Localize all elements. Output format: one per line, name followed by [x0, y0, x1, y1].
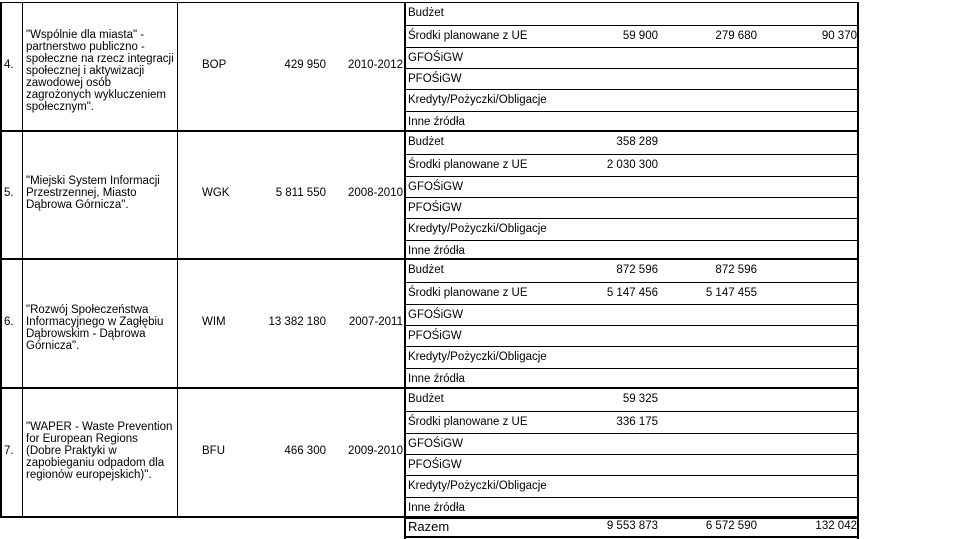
project-period: 2007-2011 [348, 315, 403, 328]
row-number: 6. [4, 315, 14, 328]
source-value: 59 900 [622, 29, 658, 42]
total-value: 5 811 550 [275, 187, 326, 199]
summary-bottom-border [404, 536, 859, 538]
source-row-line [404, 475, 858, 476]
source-label: PFOŚiGW [408, 329, 462, 342]
source-label: GFOŚiGW [408, 51, 463, 64]
source-label: Kredyty/Pożyczki/Obligacje [408, 480, 547, 492]
source-value: 5 147 455 [705, 286, 757, 299]
source-label: Kredyty/Pożyczki/Obligacje [408, 94, 547, 106]
source-row-line [404, 176, 858, 177]
project-title: "WAPER - Waste Prevention for European Regions (Dobre Praktyki w zapobieganiu odpadom dla regionów europejskich)". [26, 420, 173, 481]
source-label: GFOŚiGW [408, 180, 463, 193]
project-title: "Miejski System Informacji Przestrzennej, Miasto Dąbrowa Górnicza". [26, 175, 160, 211]
total-value: 429 950 [284, 58, 326, 71]
source-label: GFOŚiGW [408, 437, 463, 450]
source-column-border [404, 2, 406, 539]
project-title: "Wspólnie dla miasta" - partnerstwo publiczno - społeczne na rzecz integracji społecznej i aktywizacji zawodowej osób zagrożonych wykluczeniem społecznym". [26, 28, 174, 113]
summary-value: 9 553 873 [606, 520, 658, 532]
table-top-border [0, 2, 858, 3]
summary-label: Razem [408, 519, 450, 534]
source-value: 5 147 456 [606, 286, 658, 299]
source-row-line [404, 68, 858, 69]
block-divider-right [404, 258, 859, 260]
source-value: 336 175 [616, 415, 658, 428]
source-value: 279 680 [715, 29, 757, 42]
source-label: Środki planowane z UE [408, 158, 528, 171]
source-label: Kredyty/Pożyczki/Obligacje [408, 223, 547, 235]
source-row-line [404, 346, 858, 347]
source-row-line [404, 240, 858, 241]
desc-divider [177, 388, 178, 517]
unit-code: WIM [202, 315, 226, 328]
source-label: Inne źródła [408, 244, 465, 257]
lp-divider [22, 388, 23, 517]
desc-divider [177, 2, 178, 131]
block-divider [0, 516, 404, 518]
source-value: 90 370 [821, 29, 857, 42]
source-row-line [404, 111, 858, 112]
source-label: Kredyty/Pożyczki/Obligacje [408, 351, 547, 363]
source-label: Środki planowane z UE [408, 286, 528, 299]
source-value: 872 596 [715, 264, 757, 277]
total-value: 466 300 [284, 444, 326, 457]
source-row-line [404, 411, 858, 412]
source-row-line [404, 154, 858, 155]
lp-divider [22, 2, 23, 131]
right-border [857, 2, 859, 539]
source-label: PFOŚiGW [408, 201, 462, 214]
source-label: Budżet [408, 264, 444, 277]
source-row-line [404, 325, 858, 326]
block-divider [0, 130, 404, 132]
unit-code: BFU [202, 444, 225, 457]
total-value: 13 382 180 [268, 315, 326, 328]
source-row-line [404, 25, 858, 26]
source-value: 59 325 [622, 393, 658, 406]
source-row-line [404, 282, 858, 283]
block-divider-right [404, 387, 859, 389]
source-row-line [404, 197, 858, 198]
source-value: 358 289 [616, 136, 658, 149]
source-row-line [404, 454, 858, 455]
summary-value: 6 572 590 [705, 520, 757, 532]
source-label: Inne źródła [408, 115, 465, 128]
unit-code: WGK [202, 187, 230, 199]
source-label: PFOŚiGW [408, 458, 462, 471]
row-number: 7. [4, 444, 14, 457]
desc-divider [177, 131, 178, 259]
project-period: 2009-2010 [348, 444, 403, 457]
block-divider-right [404, 130, 859, 132]
source-label: Środki planowane z UE [408, 415, 528, 428]
project-period: 2008-2010 [348, 187, 403, 199]
block-divider [0, 387, 404, 389]
source-row-line [404, 89, 858, 90]
source-label: PFOŚiGW [408, 72, 462, 85]
source-label: Inne źródła [408, 372, 465, 385]
source-label: GFOŚiGW [408, 308, 463, 321]
source-label: Budżet [408, 393, 444, 406]
source-label: Budżet [408, 7, 444, 20]
lp-divider [22, 131, 23, 259]
summary-top-border [404, 517, 859, 519]
lp-divider [22, 259, 23, 388]
source-label: Inne źródła [408, 501, 465, 514]
source-value: 2 030 300 [606, 158, 658, 171]
source-row-line [404, 497, 858, 498]
project-title: "Rozwój Społeczeństwa Informacyjnego w Zagłębiu Dąbrowskim - Dąbrowa Górnicza". [26, 303, 164, 352]
source-row-line [404, 433, 858, 434]
source-label: Środki planowane z UE [408, 29, 528, 42]
source-label: Budżet [408, 136, 444, 149]
source-row-line [404, 304, 858, 305]
source-row-line [404, 218, 858, 219]
source-row-line [404, 368, 858, 369]
source-value: 872 596 [616, 264, 658, 277]
desc-divider [177, 259, 178, 388]
unit-code: BOP [202, 58, 227, 71]
source-row-line [404, 47, 858, 48]
block-divider [0, 258, 404, 260]
project-period: 2010-2012 [348, 58, 403, 71]
row-number: 5. [4, 187, 14, 199]
row-number: 4. [4, 58, 14, 71]
summary-value: 132 042 [815, 520, 857, 532]
